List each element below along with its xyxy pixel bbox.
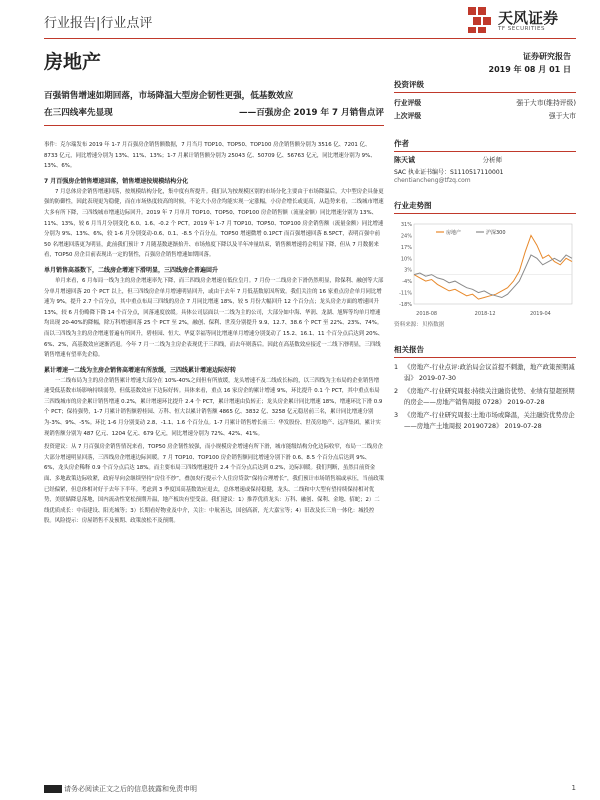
chart-frame — [414, 224, 572, 304]
related-report-number: 1 — [394, 363, 399, 371]
title-line-2-right: ——百强房企 2019 年 7 月销售点评 — [239, 108, 384, 118]
related-report-item[interactable] — [394, 386, 576, 407]
logo-text: 天风证券 — [498, 9, 559, 27]
title-line-2 — [44, 105, 384, 122]
related-report-number: 3 — [394, 411, 399, 419]
footer-disclaimer: 请务必阅读正文之后的信息披露和免责申明 — [64, 785, 197, 793]
y-tick-label: 17% — [400, 244, 412, 251]
section-2-paragraph: 单月来看，6 月布局一线为主的房企增速率先下降，而三四线房企增速在低位皇月。7 月份一二线房企下滑仍然明显，除保利、融创等大部分单月增速回落 20 个 PCT 以上，但三四线房企单月增速明显回升，或由于去年 7 月低基数原因所致。我们关注的 16 家重点房企单月同比增速为 9%，提升 2.7 个百分点，其中重点布局三四线的房企 7 月同比增速 18%，较 5 月份大幅回升 12 个百分点；龙头房企方面的增速回升 13%，较 6 月份略降下降 14 个百分点，回落速度放缓。具体公司层面以一二线为主的公司，大部分如中海、华润、龙湖、旭辉等均单月增速均出现 20-40%的降幅，除万科增速回落 25 个 PCT 至 2%，融创、保利、世茂分别提升 9.9、12.7、38.6 个 PCT 至 22%、23%、74%。而以三四线为主的房企增速普遍有所回升，碧桂园、恒大、华夏幸福等同比增速单月增速分别变动了 15.2、16.1、11 个百分点后达到 20%、6%、2%，高基数效应逐渐消退。今年 7 月一二线为主房企表现优于三四线，而去年则落后。因此在高基数效应接近一二线下滑明显，三四线销售增速有望率先企稳。 — [44, 277, 384, 359]
rating-row — [394, 110, 576, 120]
author-email: chentiancheng@tfzq.com — [394, 177, 471, 184]
title-divider — [44, 125, 384, 126]
trend-heading: 行业走势图 — [394, 200, 576, 214]
related-heading: 相关报告 — [394, 344, 576, 358]
author-row — [394, 155, 576, 165]
rating-heading: 投资评级 — [394, 79, 576, 93]
logo — [466, 3, 576, 39]
related-report-item[interactable] — [394, 362, 576, 383]
section-3-heading: 累计增速一二线为主房企销售高增速有所放缓，三四线累计增速边际好转 — [44, 366, 237, 374]
y-tick-label: 10% — [400, 256, 412, 263]
y-tick-label: 31% — [400, 222, 412, 228]
related-report-link[interactable]: 《房地产-行业点评:政治局会议首提不刺激，地产政策预期减弱》 2019-07-30 — [404, 363, 575, 382]
rating-table — [394, 97, 576, 120]
industry-trend-chart — [394, 218, 576, 318]
author-name: 陈天诚 — [394, 156, 415, 164]
author-cert: SAC 执业证书编号：S1110517110001 — [394, 169, 504, 176]
rating-label: 上次评级 — [394, 112, 422, 120]
legend-label: 沪深300 — [486, 230, 506, 236]
event-paragraph: 事件：克尔瑞发布 2019 年 1-7 月百强房企销售额数据，7 月当月 TOP10、TOP50、TOP100 房企销售额分别为 3516 亿、7201 亿、8733 亿元，同比增速分别为 13%、11%、13%；1-7 月累计销售额分别为 25043 亿、50709 亿、56763 亿元，同比增速分别为 9%、13%、6%。 — [44, 142, 376, 170]
series-line-real-estate — [414, 235, 572, 299]
rating-row — [394, 97, 576, 107]
legend-label: 房地产 — [446, 230, 462, 236]
title-line-1: 百强销售增速如期回落，市场降温大型房企韧性更强，低基数效应 — [44, 91, 294, 101]
rating-value: 强于大市 — [548, 112, 576, 120]
sidebar — [394, 79, 576, 434]
x-tick-label: 2019-04 — [529, 311, 551, 317]
logo-subtext: TF SECURITIES — [498, 26, 545, 32]
y-tick-label: 3% — [404, 267, 412, 274]
x-tick-label: 2018-08 — [416, 311, 438, 317]
chart-source: 资料来源：贝格数据 — [394, 322, 445, 328]
report-title — [44, 88, 384, 122]
section-3-paragraph: 一二线布局为主的房企销售累计增速大部分在 10%-40%之间但有所放缓，龙头增速不及二线成长标的，以三四线为主布局的企业销售增速受低基数市场影响持续弱势，但低基数效应下边际好转。具体来看，重点 16 家房企的累计增速 9%，环比提升 0.1 个 PCT，其中重点布局三四线城市的房企累计销售增速 0.2%，累计增速环比提升 2.4 个 PCT，累计增速由负转正；龙头房企累计同比增速 18%，增速环比下滑 0.9 个 PCT；保持强势，1-7 月累计销售额碧桂园、万科、恒大以累计销售额 4865 亿、3832 亿、3258 亿元稳居前三名，累计同比增速分别为-3%、9%、-5%。环比 1-6 月分别变动 2.8、-1.1、1.6 个百分点。1-7 月累计销售增长前三：华发股份、世茂房地产、远洋集团，累计实现销售额分别为 487 亿元、1204 亿元、679 亿元，同比增速分别为 72%、42%、41%。 — [44, 377, 383, 437]
report-body — [44, 140, 384, 527]
rating-value: 强于大市(维持评级) — [516, 99, 576, 107]
author-heading: 作者 — [394, 138, 576, 152]
investment-advice-paragraph: 投资建议：从 7 月百强房企销售情况来看，TOP50 房企韧性较强，而小规模房企增速有所下滑，城市能级结构分化边际收窄，布局一二线房企大部分增速明显回落，三四线房企增速边际回暖。7 月 TOP10、TOP100 房企销售额同比增速分别下滑 0.6、8.5 个百分点后达到 9%、6%，龙头房企稀释 0.9 个百分点后达 18%。而主要布局三四线增速提升 2.4 个百分点后达到 0.2%，边际回暖。我们判断，虽然目前资金面、多地政策边际收紧，政府导向会继续坚持“房住不炒”，叠加央行提示个人住房贷款“保持合理增长”，我们预计市场销售端或承压，当前政策已经偏紧，但总体相对好于去年下半年。考虑到 3 季度国高基数效应退去，总体增速或保持稳健，龙头、二线和中大型有望持续保持相对优势，美联储降息落地，国内流动性宽松预期升温，地产板块有望受益。我们建议：1）推荐优质龙头：万科、融创、保利、金地、招蛇；2）二线优质成长：中南建设、阳光城等；3）长期看好物业及中介，关注：中航善达，国创高新，光大嘉宝等；4）旧改及长三角一体化：城投控股。风险提示：房屋销售不及预期、政策放松不及预期。 — [44, 444, 384, 525]
y-tick-label: 24% — [400, 233, 412, 240]
y-tick-label: -11% — [399, 290, 412, 297]
related-report-link[interactable]: 《房地产-行业研究周报:持续关注融资优势、业绩有望超预期的房企——房地产销售周报 0728》 2019-07-28 — [404, 387, 575, 406]
page-number: 1 — [571, 784, 576, 792]
report-category: 行业报告|行业点评 — [44, 16, 153, 31]
related-report-item[interactable] — [394, 410, 576, 431]
series-line-csi300 — [414, 255, 572, 298]
section-2-heading: 单月销售高基数下，二线房企增速下滑明显，三四线房企普遍回升 — [44, 266, 219, 274]
sector-title: 房地产 — [44, 51, 102, 73]
related-report-link[interactable]: 《房地产-行业研究周报:土地市场或降温，关注融资优势房企 ——房地产土地周报 20190728》 2019-07-28 — [404, 411, 575, 430]
title-line-2-left: 在三四线率先显现 — [44, 108, 113, 118]
report-date: 2019 年 08 月 01 日 — [488, 65, 571, 74]
section-1-paragraph: 7 月总体房企销售增速回落，按规模结构分化，集中度有所提升。我们认为按规模区别的市场分化主要由于市场降温后，大中型房企具备更强的防御性，因此表现更为稳健，而在市场热度较高的时候，不论大小房企均能实现一定涨幅，小房企增长或更高，从趋势来看，二线城市增速大多有所下降，三四线城市增速边际回升。2019 年 7 月单月 TOP10、TOP50、TOP100 房企销售额（流量金额）同比增速分别为 13%、11%、13%，较 6 月当月分别变化 6.0、1.6、-0.2 个 PCT。2019 年 1-7 月 TOP10、TOP50、TOP100 房企销售额（流量金额）同比增速分别为 9%、13%、6%，较 1-6 月分别变动-0.6、0.1、-8.5 个百分点。TOP50 增速微增 0.1PCT 而百强增速回落 8.5PCT，表明百强中前 50 名增速回落更为明显，此前我们预计 7 月随基数逐渐抬升、市场热度下降以及半年冲量结束，销售额增速将会明显下降，但从 7 月数据来看，TOP50 房企目前表现出一定的韧性，百强房企销售增速如期回落。 — [44, 188, 384, 259]
section-1-heading: 7 月百强房企销售增速回落，销售增速按规模结构分化 — [44, 177, 189, 185]
x-tick-label: 2018-12 — [474, 311, 496, 317]
report-type: 证券研究报告 — [523, 52, 571, 61]
rating-label: 行业评级 — [394, 99, 422, 107]
footer-badge — [44, 785, 62, 793]
y-tick-label: -4% — [402, 279, 412, 286]
author-role: 分析师 — [482, 156, 502, 164]
header-divider — [44, 38, 576, 39]
related-reports-list — [394, 362, 576, 431]
tianfeng-logo-icon — [466, 5, 494, 35]
y-tick-label: -18% — [399, 302, 412, 308]
related-report-number: 2 — [394, 387, 399, 395]
